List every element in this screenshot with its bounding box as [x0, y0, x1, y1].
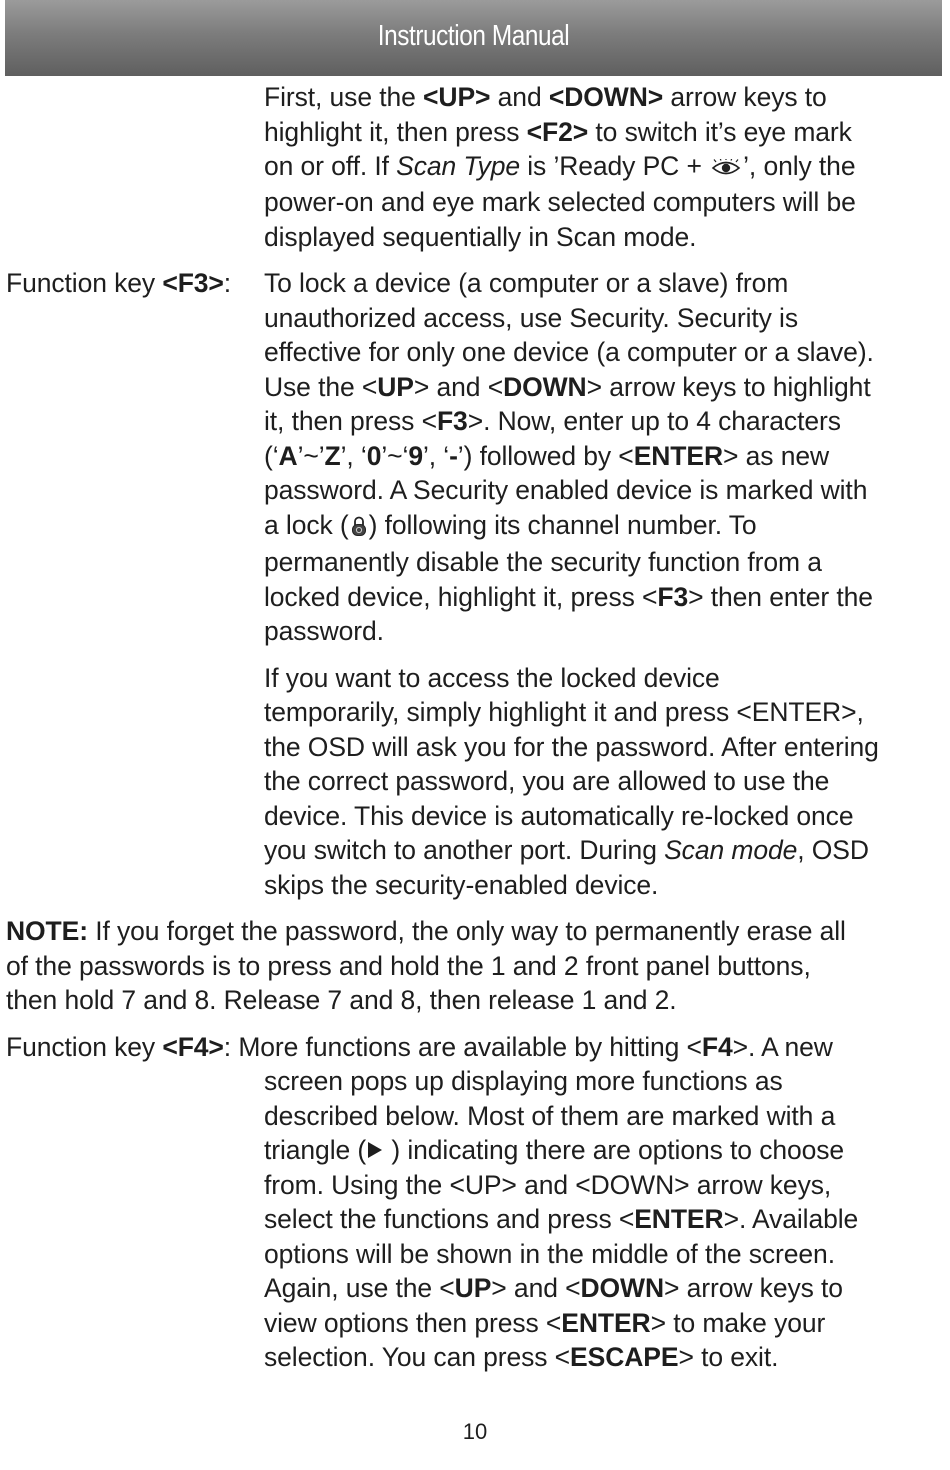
text-line: password. A Security enabled device is marked with: [264, 475, 868, 506]
text-line: selection. You can press <ESCAPE> to exit.: [264, 1342, 779, 1373]
text-line: locked device, highlight it, press <F3> then enter the: [264, 581, 873, 612]
text-line: unauthorized access, use Security. Security is: [264, 302, 798, 333]
text-line: view options then press <ENTER> to make your: [264, 1307, 826, 1338]
text-line: NOTE: If you forget the password, the only way to permanently erase all: [6, 916, 846, 947]
triangle-right-icon: [367, 1133, 383, 1168]
text-line: of the passwords is to press and hold the 1 and 2 front panel buttons,: [6, 950, 811, 981]
manual-content: [6, 80, 941, 1375]
note-label: NOTE:: [6, 916, 88, 947]
text-line: highlight it, then press <F2> to switch it’s eye mark: [264, 116, 852, 147]
text-line: Function key <F3>: To lock a device (a computer or a slave) from: [6, 266, 941, 301]
text-line: effective for only one device (a computer or a slave).: [264, 337, 874, 368]
text-line: screen pops up displaying more functions as: [264, 1066, 783, 1097]
text-line: described below. Most of them are marked with a: [264, 1100, 836, 1131]
text-line: Again, use the <UP> and <DOWN> arrow keys to: [264, 1273, 843, 1304]
text-line: Function key <F4>: More functions are available by hitting <F4>. A new: [6, 1031, 833, 1062]
text-line: you switch to another port. During Scan mode, OSD: [264, 835, 869, 866]
text-line: power-on and eye mark selected computers will be: [264, 187, 856, 218]
text-line: triangle ( ) indicating there are options to choose: [6, 1133, 941, 1168]
text-line: on or off. If Scan Type is ’Ready PC + ’, only the: [6, 149, 941, 185]
text-line: the correct password, you are allowed to use the: [264, 766, 830, 797]
text-line: permanently disable the security function from a: [264, 547, 822, 578]
f2-paragraph: [6, 80, 941, 254]
eye-icon: [711, 151, 741, 186]
text-line: password.: [264, 616, 384, 647]
text-line: options will be shown in the middle of the screen.: [264, 1238, 835, 1269]
note-paragraph: [6, 914, 941, 1018]
text-line: a lock ( ) following its channel number. To: [6, 508, 941, 546]
text-line: temporarily, simply highlight it and press <ENTER>,: [264, 697, 864, 728]
text-line: the OSD will ask you for the password. After entering: [264, 731, 879, 762]
f3-label: Function key <F3>:: [6, 268, 232, 299]
f4-section: [6, 1030, 941, 1375]
page-title: Instruction Manual: [377, 20, 570, 52]
text-line: device. This device is automatically re-locked once: [264, 800, 854, 831]
page-number: 10: [462, 1419, 488, 1444]
text-line: If you want to access the locked device: [264, 662, 720, 693]
text-line: (‘A’~’Z’, ‘0’~‘9’, ‘-’) followed by <ENTER> as new: [264, 440, 830, 471]
text-line: select the functions and press <ENTER>. Available: [264, 1204, 859, 1235]
temporary-access-paragraph: [6, 661, 941, 903]
text-line: Use the <UP> and <DOWN> arrow keys to highlight: [264, 371, 871, 402]
lock-icon: [351, 511, 367, 546]
text-line: First, use the <UP> and <DOWN> arrow keys to: [264, 82, 827, 112]
text-line: from. Using the <UP> and <DOWN> arrow keys,: [264, 1169, 832, 1200]
text-line: then hold 7 and 8. Release 7 and 8, then release 1 and 2.: [6, 985, 677, 1016]
text-line: skips the security-enabled device.: [264, 869, 659, 900]
text-line: it, then press <F3>. Now, enter up to 4 characters: [264, 406, 841, 437]
header-bar: [5, 0, 942, 76]
f3-section: [6, 266, 941, 649]
text-line: displayed sequentially in Scan mode.: [264, 221, 697, 252]
